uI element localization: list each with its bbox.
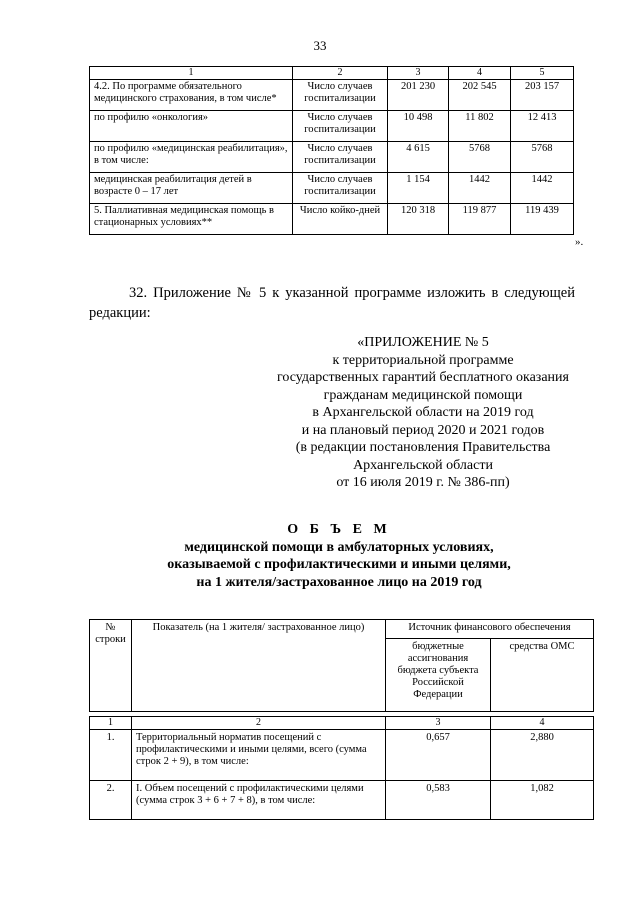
appendix-line: «ПРИЛОЖЕНИЕ № 5: [357, 335, 489, 350]
header-indicator: Показатель (на 1 жителя/ застрахованное лицо): [132, 620, 386, 712]
value-2021: 1442: [511, 172, 574, 203]
value-budget: 0,583: [386, 780, 491, 819]
value-oms: 1,082: [491, 780, 594, 819]
value-2021: 5768: [511, 141, 574, 172]
value-2019: 10 498: [388, 110, 449, 141]
value-2019: 201 230: [388, 79, 449, 110]
value-2020: 202 545: [449, 79, 511, 110]
value-2019: 1 154: [388, 172, 449, 203]
table-header-row: [90, 620, 594, 639]
table-row: [90, 203, 574, 234]
row-unit: Число случаев госпитализации: [293, 110, 388, 141]
value-2021: 119 439: [511, 203, 574, 234]
value-2020: 11 802: [449, 110, 511, 141]
col-number-4: 4: [491, 717, 594, 730]
table-row: [90, 729, 594, 780]
header-row-number: № строки: [90, 620, 132, 712]
col-number-3: 3: [386, 717, 491, 730]
col-number-5: 5: [511, 67, 574, 80]
row-number: 2.: [90, 780, 132, 819]
row-name: медицинская реабилитация детей в возрасте 0 – 17 лет: [90, 172, 293, 203]
row-name: по профилю «медицинская реабилитация», в том числе:: [90, 141, 293, 172]
appendix-line: от 16 июля 2019 г. № 386-пп): [336, 475, 510, 490]
table-header-row: [90, 67, 574, 80]
col-number-1: 1: [90, 67, 293, 80]
table-row: [90, 172, 574, 203]
table-row: [90, 141, 574, 172]
row-indicator: Территориальный норматив посещений с профилактическими и иными целями, всего (сумма строк 2 + 9), в том числе:: [132, 729, 386, 780]
value-oms: 2,880: [491, 729, 594, 780]
value-2019: 4 615: [388, 141, 449, 172]
col-number-4: 4: [449, 67, 511, 80]
outpatient-visits-table: [89, 619, 594, 820]
hospitalization-volume-table: [89, 66, 574, 235]
value-2020: 1442: [449, 172, 511, 203]
appendix-line: и на плановый период 2020 и 2021 годов: [301, 422, 545, 438]
row-name: 4.2. По программе обязательного медицинского страхования, в том числе*: [90, 79, 293, 110]
value-2020: 5768: [449, 141, 511, 172]
header-oms: средства ОМС: [491, 639, 594, 712]
value-2021: 12 413: [511, 110, 574, 141]
appendix-line: гражданам медицинской помощи: [323, 387, 523, 403]
closing-quote: ».: [575, 236, 584, 248]
row-name: по профилю «онкология»: [90, 110, 293, 141]
title-heading: О Б Ъ Е М: [287, 522, 391, 537]
document-title: [89, 521, 589, 591]
col-number-3: 3: [388, 67, 449, 80]
row-indicator: I. Объем посещений с профилактическими целями (сумма строк 3 + 6 + 7 + 8), в том числе:: [132, 780, 386, 819]
row-unit: Число случаев госпитализации: [293, 141, 388, 172]
table-row: [90, 780, 594, 819]
amendment-paragraph: 32. Приложение № 5 к указанной программе изложить в следующей редакции:: [89, 285, 575, 321]
appendix-header: [258, 334, 588, 492]
value-2021: 203 157: [511, 79, 574, 110]
value-2019: 120 318: [388, 203, 449, 234]
value-budget: 0,657: [386, 729, 491, 780]
page-number: 33: [313, 38, 327, 53]
row-name: 5. Паллиативная медицинская помощь в стационарных условиях**: [90, 203, 293, 234]
column-numbers-row: [90, 717, 594, 730]
appendix-line: Архангельской области: [353, 457, 493, 473]
value-2020: 119 877: [449, 203, 511, 234]
title-line: оказываемой с профилактическими и иными целями,: [167, 557, 511, 572]
table-row: [90, 110, 574, 141]
header-budget: бюджетные ассигнования бюджета субъекта Российской Федерации: [386, 639, 491, 712]
appendix-line: (в редакции постановления Правительства: [295, 440, 551, 455]
row-unit: Число койко-дней: [293, 203, 388, 234]
appendix-line: государственных гарантий бесплатного оказания: [277, 370, 569, 385]
row-unit: Число случаев госпитализации: [293, 79, 388, 110]
appendix-line: к территориальной программе: [332, 352, 514, 368]
appendix-line: в Архангельской области на 2019 год: [312, 405, 534, 420]
row-number: 1.: [90, 729, 132, 780]
header-funding-source: Источник финансового обеспечения: [386, 620, 594, 639]
col-number-2: 2: [132, 717, 386, 730]
col-number-2: 2: [293, 67, 388, 80]
table-row: [90, 79, 574, 110]
title-line: медицинской помощи в амбулаторных условиях,: [184, 539, 494, 555]
col-number-1: 1: [90, 717, 132, 730]
title-line: на 1 жителя/застрахованное лицо на 2019 год: [196, 574, 482, 590]
row-unit: Число случаев госпитализации: [293, 172, 388, 203]
